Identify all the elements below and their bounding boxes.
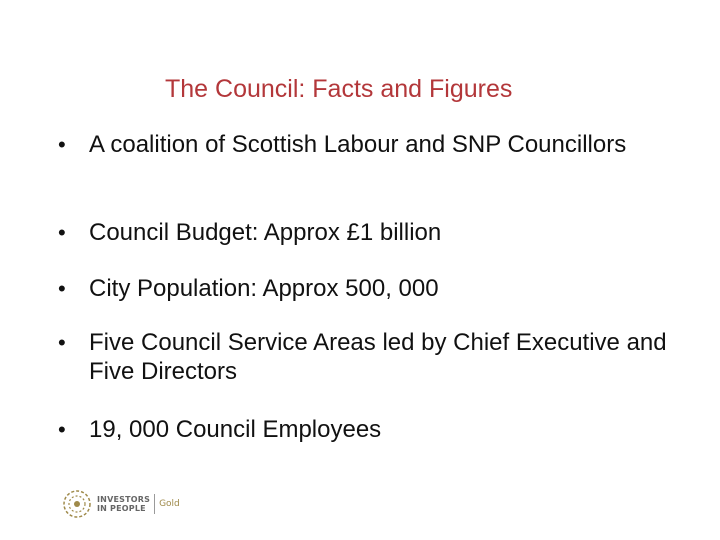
bullet-icon: • <box>58 132 66 157</box>
laurel-wreath-icon <box>62 489 92 519</box>
bullet-item <box>58 130 626 159</box>
investors-in-people-logo <box>62 487 182 521</box>
logo-line-1: INVESTORS <box>97 495 151 504</box>
bullet-item <box>58 328 698 386</box>
bullet-icon: • <box>58 417 66 442</box>
logo-tier-label: Gold <box>159 499 180 509</box>
logo-text <box>97 495 150 513</box>
bullet-text: 19, 000 Council Employees <box>89 416 382 443</box>
bullet-text: Five Council Service Areas led by Chief Executive and Five Directors <box>89 329 667 385</box>
bullet-icon: • <box>58 276 66 301</box>
bullet-text: City Population: Approx 500, 000 <box>89 275 439 302</box>
bullet-item <box>58 274 439 303</box>
slide-title: The Council: Facts and Figures <box>165 75 513 103</box>
bullet-text: A coalition of Scottish Labour and SNP Councillors <box>89 131 627 158</box>
bullet-icon: • <box>58 330 66 355</box>
logo-line-2: IN PEOPLE <box>97 504 146 513</box>
bullet-icon: • <box>58 220 66 245</box>
logo-divider <box>154 494 155 514</box>
bullet-item <box>58 415 381 444</box>
bullet-text: Council Budget: Approx £1 billion <box>89 219 442 246</box>
bullet-item <box>58 218 441 247</box>
